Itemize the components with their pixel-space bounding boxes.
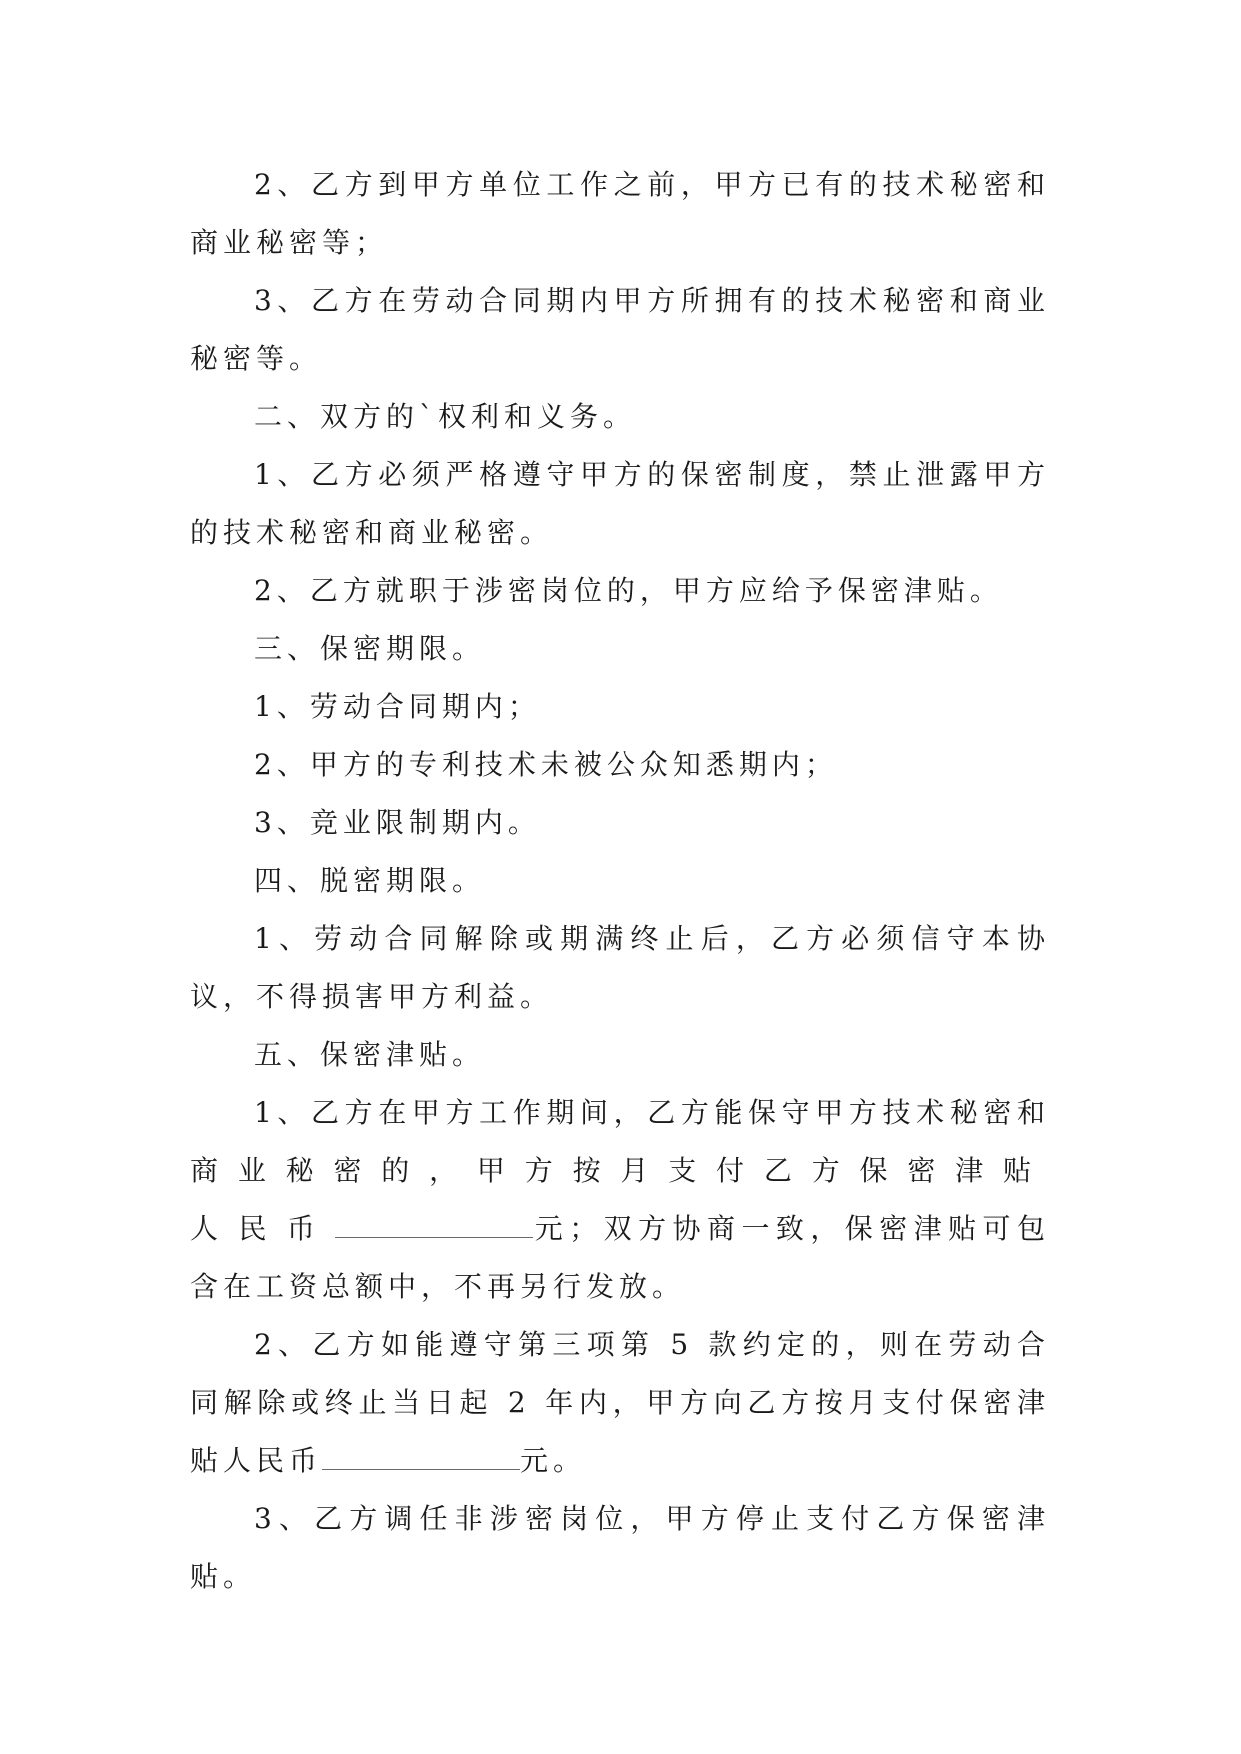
section-heading-5: 五、保密津贴。 (254, 1038, 486, 1071)
section-heading-3: 三、保密期限。 (254, 632, 486, 665)
paragraph-15: 3、乙方调任非涉密岗位，甲方停止支付乙方保密津贴。 (190, 1502, 1050, 1593)
amount-blank-1 (335, 1211, 533, 1238)
document-body (190, 156, 1050, 1606)
paragraph-5: 2、乙方就职于涉密岗位的，甲方应给予保密津贴。 (254, 574, 1003, 607)
amount-blank-2 (322, 1443, 520, 1470)
section-heading-2: 二、双方的`权利和义务。 (254, 400, 637, 433)
paragraph-7: 1、劳动合同期内； (254, 690, 541, 723)
paragraph-13-part-a: 1、乙方在甲方工作期间，乙方能保守甲方技术秘密和 (254, 1096, 1050, 1129)
paragraph-14-part-a: 2、乙方如能遵守第三项第 5 款约定的，则在劳动合同解除或终止当日起 2 年内，甲方向乙方按月支付保密津贴人民币 (190, 1328, 1050, 1477)
paragraph-13-part-c: 元；双方协商一致，保密津贴可包含在工资总额中，不再另行发放。 (190, 1212, 1050, 1303)
paragraph-13-part-b: 商业秘密的，甲方按月支付乙方保密津贴人民币 (190, 1154, 1050, 1245)
paragraph-8: 2、甲方的专利技术未被公众知悉期内； (254, 748, 838, 781)
paragraph-11: 1、劳动合同解除或期满终止后，乙方必须信守本协议，不得损害甲方利益。 (190, 922, 1050, 1013)
paragraph-4: 1、乙方必须严格遵守甲方的保密制度，禁止泄露甲方的技术秘密和商业秘密。 (190, 458, 1050, 549)
paragraph-14-part-b: 元。 (520, 1444, 587, 1477)
paragraph-1: 2、乙方到甲方单位工作之前，甲方已有的技术秘密和商业秘密等； (190, 168, 1050, 259)
paragraph-14 (190, 1316, 1050, 1490)
section-heading-4: 四、脱密期限。 (254, 864, 486, 897)
paragraph-2: 3、乙方在劳动合同期内甲方所拥有的技术秘密和商业秘密等。 (190, 284, 1050, 375)
paragraph-9: 3、竞业限制期内。 (254, 806, 541, 839)
paragraph-13 (190, 1084, 1050, 1316)
